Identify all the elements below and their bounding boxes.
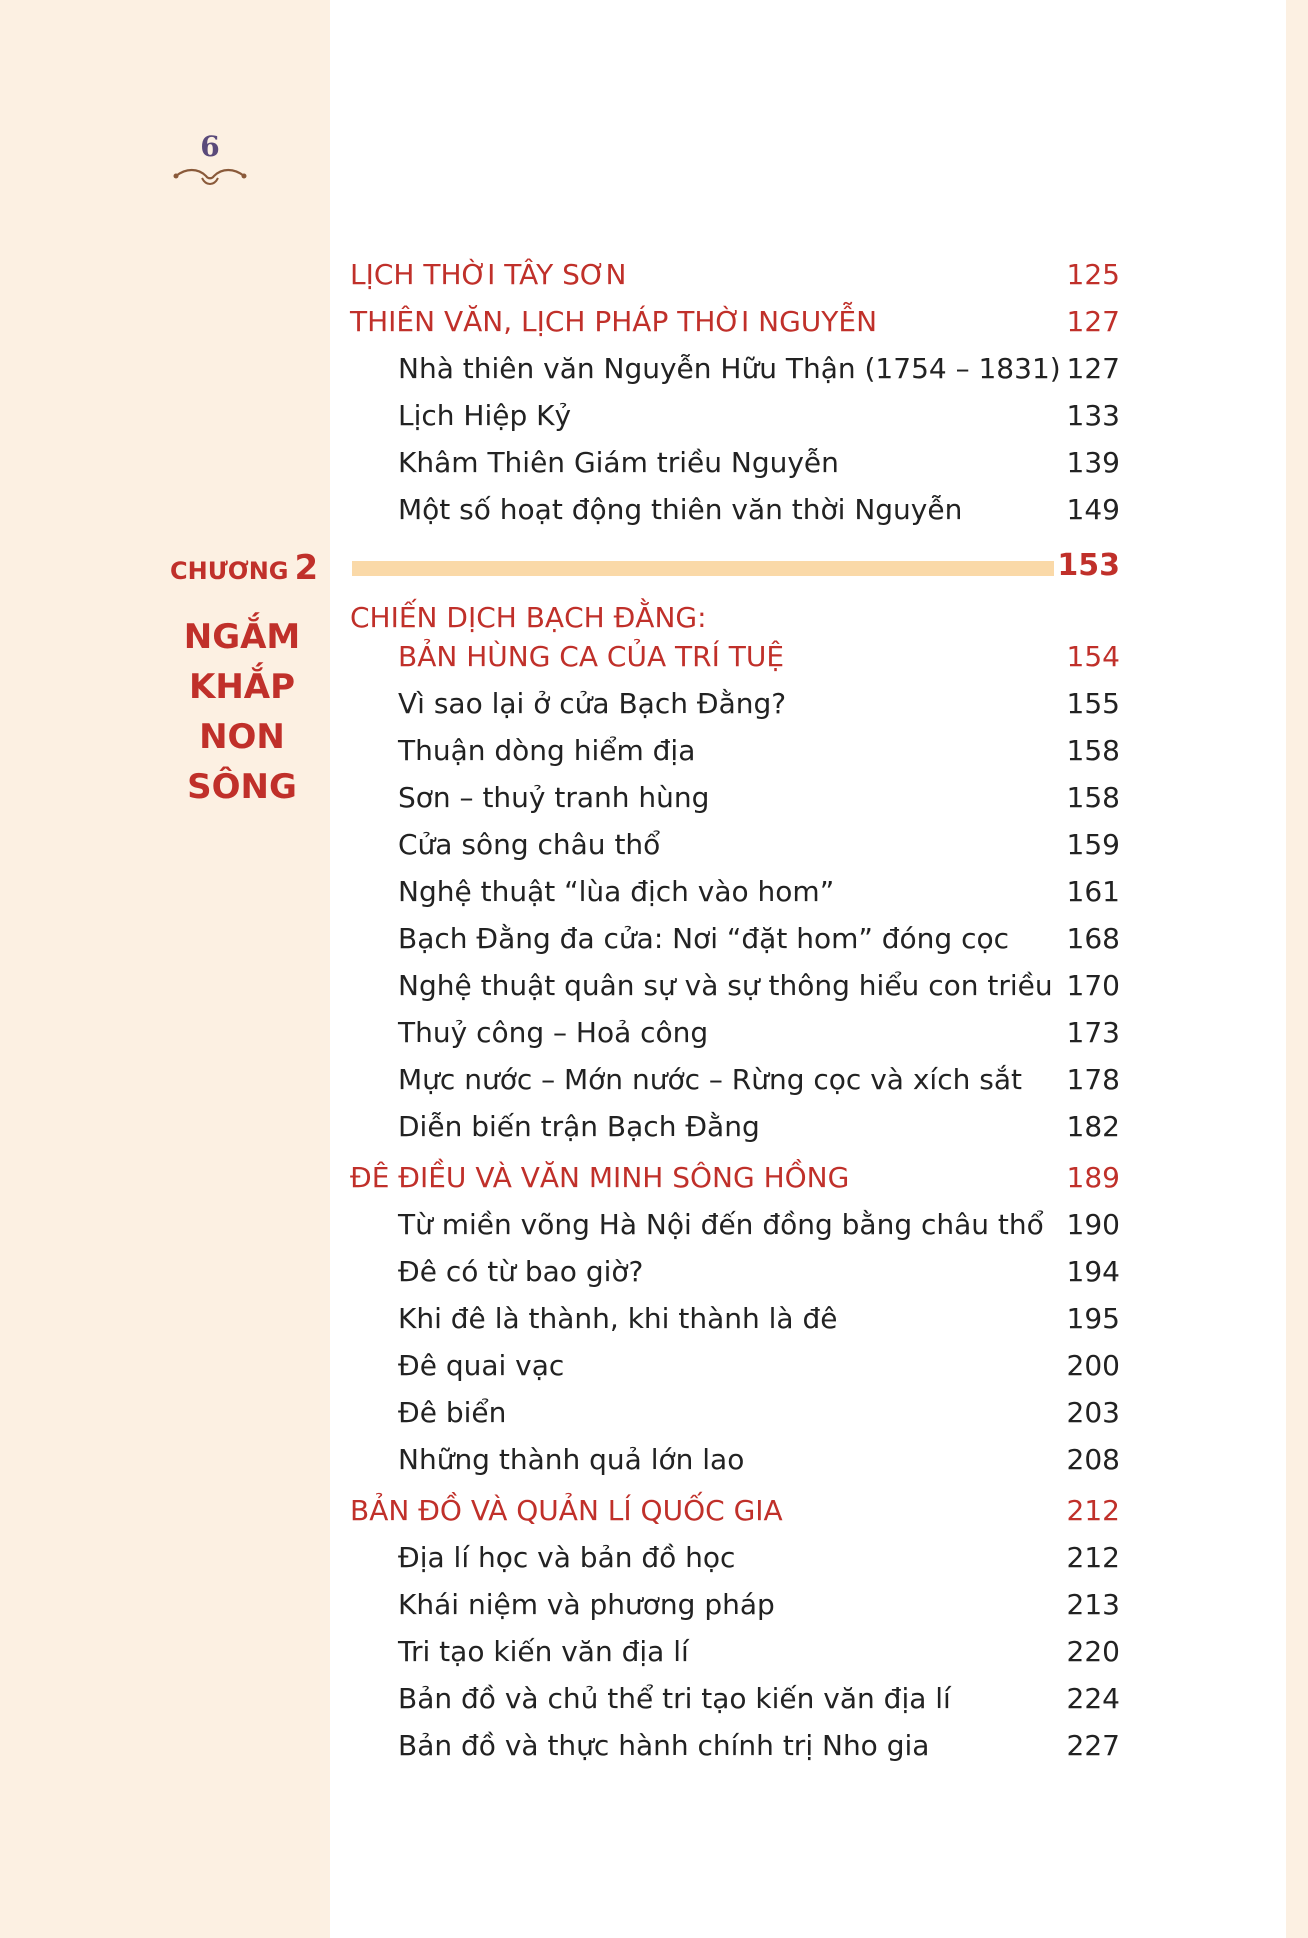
toc-section-entry[interactable] [350,1154,1120,1201]
toc-entry-title: Nghệ thuật “lùa địch vào hom” [398,875,835,908]
toc-entry-title: Khi đê là thành, khi thành là đê [398,1302,838,1335]
toc-subsection-entry[interactable] [350,868,1120,915]
toc-entry-page: 139 [1066,446,1120,479]
toc-subsection-entry[interactable] [350,1675,1120,1722]
chapter-number: 2 [294,548,319,588]
toc-section-entry[interactable] [350,298,1120,345]
toc-subsection-entry[interactable] [350,1201,1120,1248]
toc-subsection-entry[interactable] [350,345,1120,392]
toc-section-entry[interactable] [350,1487,1120,1534]
toc-entry-title: Đê biển [398,1396,507,1429]
toc-entry-title: Nhà thiên văn Nguyễn Hữu Thận (1754 – 1831) [398,352,1061,385]
toc-entry-page: 203 [1066,1396,1120,1429]
toc-section-entry[interactable] [350,594,1120,680]
toc-entry-page: 161 [1066,875,1120,908]
toc-entry-page: 158 [1066,734,1120,767]
toc-subsection-entry[interactable] [350,774,1120,821]
toc-section-entry[interactable] [350,251,1120,298]
toc-subsection-entry[interactable] [350,1534,1120,1581]
chapter-title-line: KHẮP [188,667,296,707]
toc-subsection-entry[interactable] [350,486,1120,533]
toc-entry-page: 178 [1066,1063,1120,1096]
toc-entry-page: 194 [1066,1255,1120,1288]
toc-entry-page: 182 [1066,1110,1120,1143]
toc-subsection-entry[interactable] [350,1628,1120,1675]
toc-entry-page: 195 [1066,1302,1120,1335]
toc-entry-title: LỊCH THỜI TÂY SƠN [350,258,627,291]
toc-entry-page: 133 [1066,399,1120,432]
toc-entry-title: Một số hoạt động thiên văn thời Nguyễn [398,493,963,526]
toc-subsection-entry[interactable] [350,1009,1120,1056]
toc-subsection-entry[interactable] [350,1342,1120,1389]
chapter-title-line: NON [199,717,285,757]
toc-entry-page: 189 [1066,1161,1120,1194]
page-number: 6 [200,130,220,163]
toc-entry-page: 127 [1066,352,1120,385]
toc-entry-title: Vì sao lại ở cửa Bạch Đằng? [398,687,787,720]
toc-entry-title: Thuỷ công – Hoả công [398,1016,709,1049]
toc-subsection-entry[interactable] [350,1722,1120,1769]
toc-entry-title: Thuận dòng hiểm địa [398,734,696,767]
toc-entry-page: 155 [1066,687,1120,720]
toc-entry-title: Bản đồ và chủ thể tri tạo kiến văn địa lí [398,1682,951,1715]
toc-entry-title: Lịch Hiệp Kỷ [398,399,572,432]
toc-entry-page: 208 [1066,1443,1120,1476]
toc-entry-title-continued: BẢN HÙNG CA CỦA TRÍ TUỆ [398,640,785,673]
toc-subsection-entry[interactable] [350,962,1120,1009]
toc-entry-title: Sơn – thuỷ tranh hùng [398,781,710,814]
toc-subsection-entry[interactable] [350,439,1120,486]
toc-subsection-entry[interactable] [350,1389,1120,1436]
toc-subsection-entry[interactable] [350,1056,1120,1103]
toc-entry-title: BẢN ĐỒ VÀ QUẢN LÍ QUỐC GIA [350,1494,783,1527]
toc-entry-title: Khâm Thiên Giám triều Nguyễn [398,446,839,479]
toc-entry-page: 125 [1066,258,1120,291]
toc-entry-title: THIÊN VĂN, LỊCH PHÁP THỜI NGUYỄN [350,305,878,338]
toc-subsection-entry[interactable] [350,727,1120,774]
toc-entry-page: 158 [1066,781,1120,814]
chapter-word: CHƯƠNG [170,557,289,585]
toc-subsection-entry[interactable] [350,821,1120,868]
toc-entry-title: Bản đồ và thực hành chính trị Nho gia [398,1729,930,1762]
toc-entry-title: Đê quai vạc [398,1349,565,1382]
toc-subsection-entry[interactable] [350,680,1120,727]
toc-subsection-entry[interactable] [350,1103,1120,1150]
toc-entry-page: 190 [1066,1208,1120,1241]
toc-subsection-entry[interactable] [350,1295,1120,1342]
toc-subsection-entry[interactable] [350,1581,1120,1628]
toc-entry-title: Địa lí học và bản đồ học [398,1541,736,1574]
toc-entry-title: CHIẾN DỊCH BẠCH ĐẰNG: [350,601,707,634]
toc-entry-title: Khái niệm và phương pháp [398,1588,775,1621]
toc-entry-title: Tri tạo kiến văn địa lí [398,1635,689,1668]
toc-entry-page: 212 [1066,1494,1120,1527]
toc-entry-page: 213 [1066,1588,1120,1621]
toc-entry-page: 168 [1066,922,1120,955]
toc-entry-title: Cửa sông châu thổ [398,828,661,861]
toc-entry-page: 127 [1066,305,1120,338]
toc-entry-title: Bạch Đằng đa cửa: Nơi “đặt hom” đóng cọc [398,922,1010,955]
toc-entry-page: 149 [1066,493,1120,526]
toc-subsection-entry[interactable] [350,915,1120,962]
toc-entry-title: ĐÊ ĐIỀU VÀ VĂN MINH SÔNG HỒNG [350,1161,850,1194]
chapter-title-line: NGẮM [183,617,301,657]
toc-subsection-entry[interactable] [350,1248,1120,1295]
chapter-title-line: SÔNG [187,767,297,807]
toc-entry-title: Diễn biến trận Bạch Đằng [398,1110,760,1143]
toc-entry-page: 170 [1066,969,1120,1002]
toc-entry-page: 212 [1066,1541,1120,1574]
toc-entry-title: Từ miền võng Hà Nội đến đồng bằng châu thổ [398,1208,1044,1241]
toc-entry-title: Nghệ thuật quân sự và sự thông hiểu con triều [398,969,1053,1002]
toc-entry-title: Mực nước – Mớn nước – Rừng cọc và xích sắt [398,1063,1022,1096]
toc-entry-page: 154 [1066,640,1120,673]
toc-entry-title: Đê có từ bao giờ? [398,1255,644,1288]
toc-entry-title: Những thành quả lớn lao [398,1443,745,1476]
toc-subsection-entry[interactable] [350,392,1120,439]
chapter-page-number: 153 [1057,548,1120,583]
toc-entry-page: 224 [1066,1682,1120,1715]
toc-entry-page: 173 [1066,1016,1120,1049]
toc-entry-page: 159 [1066,828,1120,861]
toc-entry-page: 227 [1066,1729,1120,1762]
toc-subsection-entry[interactable] [350,1436,1120,1483]
toc-entry-page: 220 [1066,1635,1120,1668]
toc-entry-page: 200 [1066,1349,1120,1382]
